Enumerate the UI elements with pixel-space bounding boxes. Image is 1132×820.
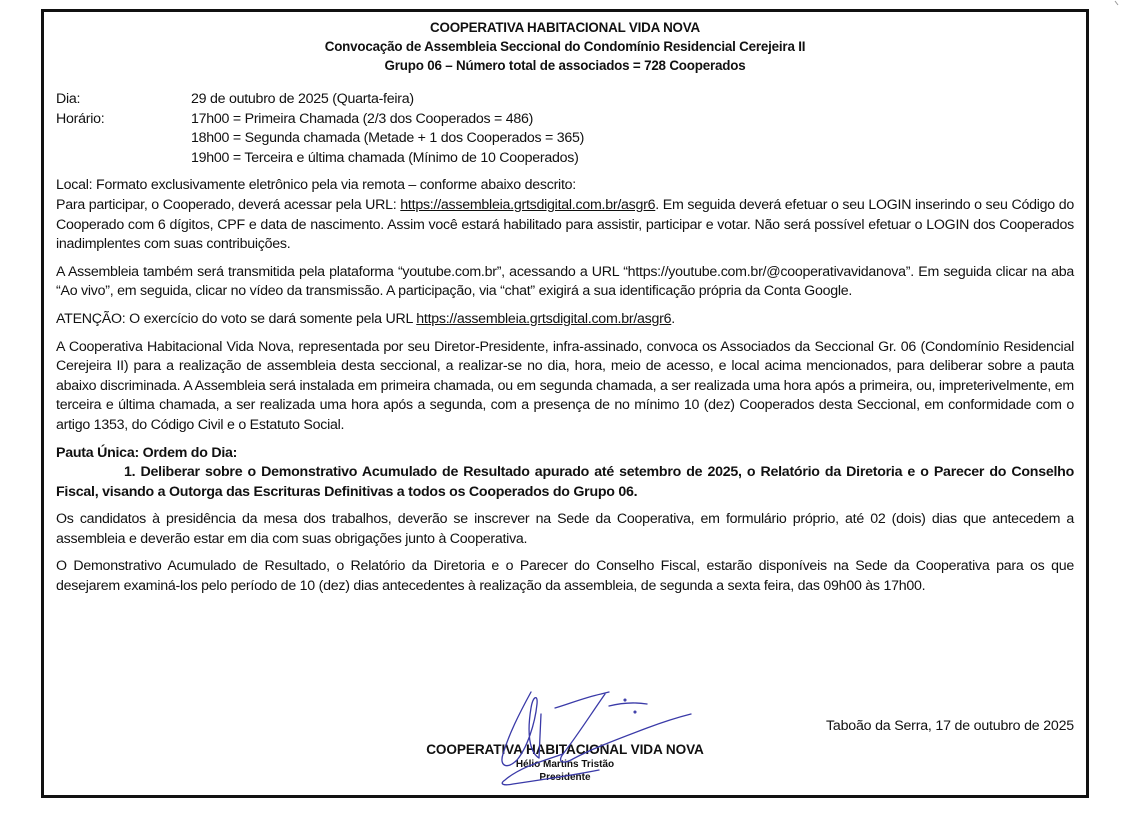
assembly-url-link[interactable]: https://assembleia.grtsdigital.com.br/asgr6 [400,196,656,213]
organization-title: COOPERATIVA HABITACIONAL VIDA NOVA [430,20,700,35]
day-value: 29 de outubro de 2025 (Quarta-feira) [191,91,414,107]
city-date: Taboão da Serra, 17 de outubro de 2025 [826,718,1074,734]
documents-paragraph: O Demonstrativo Acumulado de Resultado, o Relatório da Diretoria e o Parecer do Conselho Fiscal, estarão disponíveis na Sede da Cooperativa para os que desejarem examiná-los pelo período de 10 (dez) dias antecedentes à realização da assembleia, de segunda a sexta feira, das 09h00 às 17h00. [56,558,1074,595]
signature-organization: COOPERATIVA HABITACIONAL VIDA NOVA [426,742,704,757]
location-line: Local: Formato exclusivamente eletrônico pela via remota – conforme abaixo descrito: [56,177,576,194]
notice-header [44,18,1086,75]
group-line: Grupo 06 – Número total de associados = 728 Cooperados [384,58,746,73]
candidates-paragraph: Os candidatos à presidência da mesa dos trabalhos, deverão se inscrever na Sede da Cooperativa, em formulário próprio, até 02 (dois) dias que antecedem a assembleia e deverão estar em dia com suas obrigações junto à Cooperativa. [56,511,1074,547]
notice-subtitle: Convocação de Assembleia Seccional do Condomínio Residencial Cerejeira II [324,39,806,54]
agenda-item: 1. Deliberar sobre o Demonstrativo Acumulado de Resultado apurado até setembro de 2025, o Relatório da Diretoria e o Parecer do Conselho Fiscal, visando a Outorga das Escrituras Definitivas a todos os Cooperados do Grupo 06. [56,464,1074,500]
agenda-title: Pauta Única: Ordem do Dia: [56,444,238,461]
access-paragraph: Para participar, o Cooperado, deverá acessar pela URL: https://assembleia.grtsdigital.com.br/asgr6. Em seguida deverá efetuar o seu LOGIN inserindo o seu Código do Cooperado com 6 dígitos, CPF e data de nascimento. Assim você estará habilitado para assistir, participar e votar. Não será possível efetuar o LOGIN dos Cooperados inadimplentes com suas contribuições. [56,196,1075,253]
convocation-paragraph: A Cooperativa Habitacional Vida Nova, representada por seu Diretor-Presidente, infra-assinado, convoca os Associados da Seccional Gr. 06 (Condomínio Residencial Cerejeira II) para a realização de assembleia desta seccional, a realizar-se no dia, hora, meio de acesso, e local acima mencionados, para deliberar sobre a pauta abaixo discriminada. A Assembleia será instalada em primeira chamada, ou em segunda chamada, a ser realizada uma hora após a primeira, ou, impreterivelmente, em terceira e última chamada, a ser realizada uma hora após a segunda, com a presença de no mínimo 10 (dez) Cooperados desta Seccional, em conformidade com o artigo 1353, do Código Civil e o Estatuto Social. [56,338,1074,433]
signatory-name: Hélio Martins Tristão [515,759,615,770]
time-third-call: 19h00 = Terceira e última chamada (Mínimo de 10 Cooperados) [191,149,579,166]
convocation-notice [41,9,1089,798]
attention-paragraph: ATENÇÃO: O exercício do voto se dará somente pela URL https://assembleia.grtsdigital.com.br/asgr6. [56,310,675,327]
time-label: Horário: [56,110,105,127]
time-second-call: 18h00 = Segunda chamada (Metade + 1 dos Cooperados = 365) [191,130,585,147]
voting-url-link[interactable]: https://assembleia.grtsdigital.com.br/asgr6 [416,310,672,327]
schedule-block [56,90,1074,168]
signature-block [44,742,1086,784]
time-first-call: 17h00 = Primeira Chamada (2/3 dos Cooperados = 486) [191,110,534,127]
scan-mark-icon [1114,0,1122,6]
youtube-paragraph: A Assembleia também será transmitida pela plataforma “youtube.com.br”, acessando a URL “https://youtube.com.br/@cooperativavidanova”. Em seguida clicar na aba “Ao vivo”, em seguida, clicar no vídeo da transmissão. A participação, via “chat” exigirá a sua identificação própria da Conta Google. [56,263,1074,300]
day-label: Dia: [56,91,81,107]
signatory-title: Presidente [539,772,591,783]
notice-body [56,90,1074,605]
